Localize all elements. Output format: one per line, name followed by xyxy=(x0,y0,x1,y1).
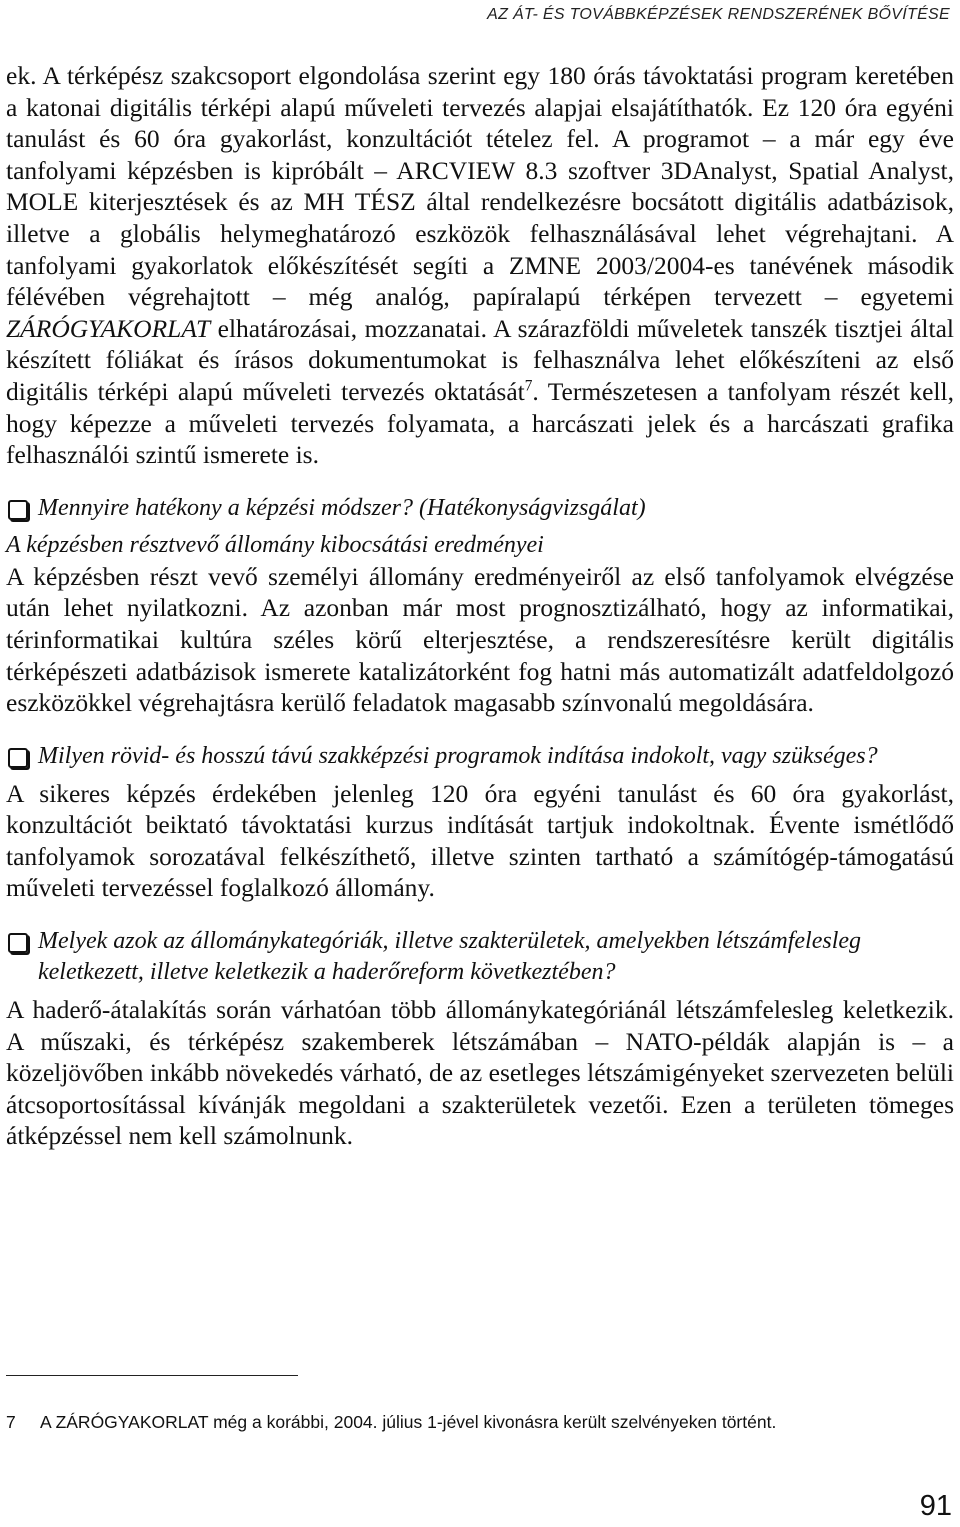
checkbox-square-icon xyxy=(8,748,28,768)
intro-text-1: ek. A térképész szakcsoport elgondolása szerint egy 180 órás távoktatási program keretében a katonai digitális térképi alapú műveleti tervezés alapjai elsajátíthatók. Ez 120 óra egyéni tanulást és 60 óra gyakorlást, konzultációt tételez fel. A programot – a már egy éve tanfolyami képzésben is kipróbált – ARCVIEW 8.3 szoftver 3DAnalyst, Spatial Analyst, MOLE kiterjesztések és az MH TÉSZ által rendelkezésre bocsátott digitális adatbázisok, illetve a globális helymeghatározó eszközök felhasználásával lehet végrehajtani. A tanfolyami gyakorlatok előkészítését segíti a ZMNE 2003/2004-es tanévének második félévében végrehajtott – még analóg, papíralapú térképen tervezett – egyetemi xyxy=(6,61,954,312)
running-header: AZ ÁT- ÉS TOVÁBBKÉPZÉSEK RENDSZERÉNEK BŐVÍTÉSE xyxy=(487,6,950,23)
section-body-efficiency: A képzésben részt vevő személyi állomány eredményeiről az első tanfolyamok elvégzése után lehet nyilatkozni. Az azonban már most prognosztizálható, hogy az informatikai, térinformatikai kultúra széles körű elterjesztése, a rendszeresítésre került digitális térképészeti adatbázisok ismerete katalizátorként fog hatni más automatizált adatfeldolgozó eszközökkel végrehajtásra kerülő feladatok magasabb színvonalú megoldására. xyxy=(6,561,954,718)
intro-text-3: . Természetesen a tanfolyam részét kell, hogy képezze a műveleti tervezés folyamata, a harcászati jelek és a harcászati grafika felhasználói szintű ismerete is. xyxy=(6,376,954,470)
question-text: Milyen rövid- és hosszú távú szakképzési programok indítása indokolt, vagy szükséges? xyxy=(38,742,878,769)
question-training-programs xyxy=(6,741,954,772)
footnote-divider xyxy=(6,1375,298,1376)
section-subheading: A képzésben résztvevő állomány kibocsátási eredményei xyxy=(6,531,544,558)
intro-paragraph xyxy=(6,60,954,471)
section-body-staff-categories: A haderő-átalakítás során várhatóan több állománykategóriánál létszámfelesleg keletkezik. A műszaki, és térképész szakemberek létszámában – NATO-példák alapján is – a közeljövőben inkább növekedés várható, de az esetleges létszámigényeket szervezeten belüli átcsoportosítással kívánják megoldani a szakterületek vezetői. Ezen a területen tömeges átképzéssel nem kell számolnunk. xyxy=(6,995,954,1151)
footnote-ref-link[interactable]: 7 xyxy=(524,377,533,395)
main-content xyxy=(6,60,954,1152)
question-efficiency xyxy=(6,493,954,524)
page-number: 91 xyxy=(919,1490,952,1522)
checkbox-square-icon xyxy=(8,500,28,520)
zarogyakorlat-term: ZÁRÓGYAKORLAT xyxy=(6,313,211,343)
question-text: Melyek azok az állománykategóriák, illetve szakterületek, amelyekben létszámfelesleg keletkezett, illetve keletkezik a haderőreform következtében? xyxy=(38,928,862,986)
question-text: Mennyire hatékony a képzési módszer? (Hatékonyságvizsgálat) xyxy=(38,494,646,521)
footnote-text: A ZÁRÓGYAKORLAT még a korábbi, 2004. július 1-jével kivonásra került szelvényeken történt. xyxy=(40,1412,777,1432)
section-body-training-programs: A sikeres képzés érdekében jelenleg 120 óra egyéni tanulást és 60 óra gyakorlást, konzultációt beiktató távoktatási kurzus indítását tartjuk indokoltnak. Évente ismétlődő tanfolyamok sorozatával felkészíthető, illetve szinten tartható a számítógép-támogatású műveleti tervezéssel foglalkozó állomány. xyxy=(6,778,954,903)
footnote-number: 7 xyxy=(6,1412,16,1432)
question-staff-categories xyxy=(6,926,954,988)
footnote xyxy=(6,1411,954,1433)
checkbox-square-icon xyxy=(8,933,28,953)
intro-text-2: elhatározásai, mozzanatai. A szárazföldi műveletek tanszék tisztjei által készített fóliákat és írásos dokumentumokat is felhasználva lehet előkészíteni az első digitális térképi alapú műveleti tervezés oktatását xyxy=(6,313,954,406)
